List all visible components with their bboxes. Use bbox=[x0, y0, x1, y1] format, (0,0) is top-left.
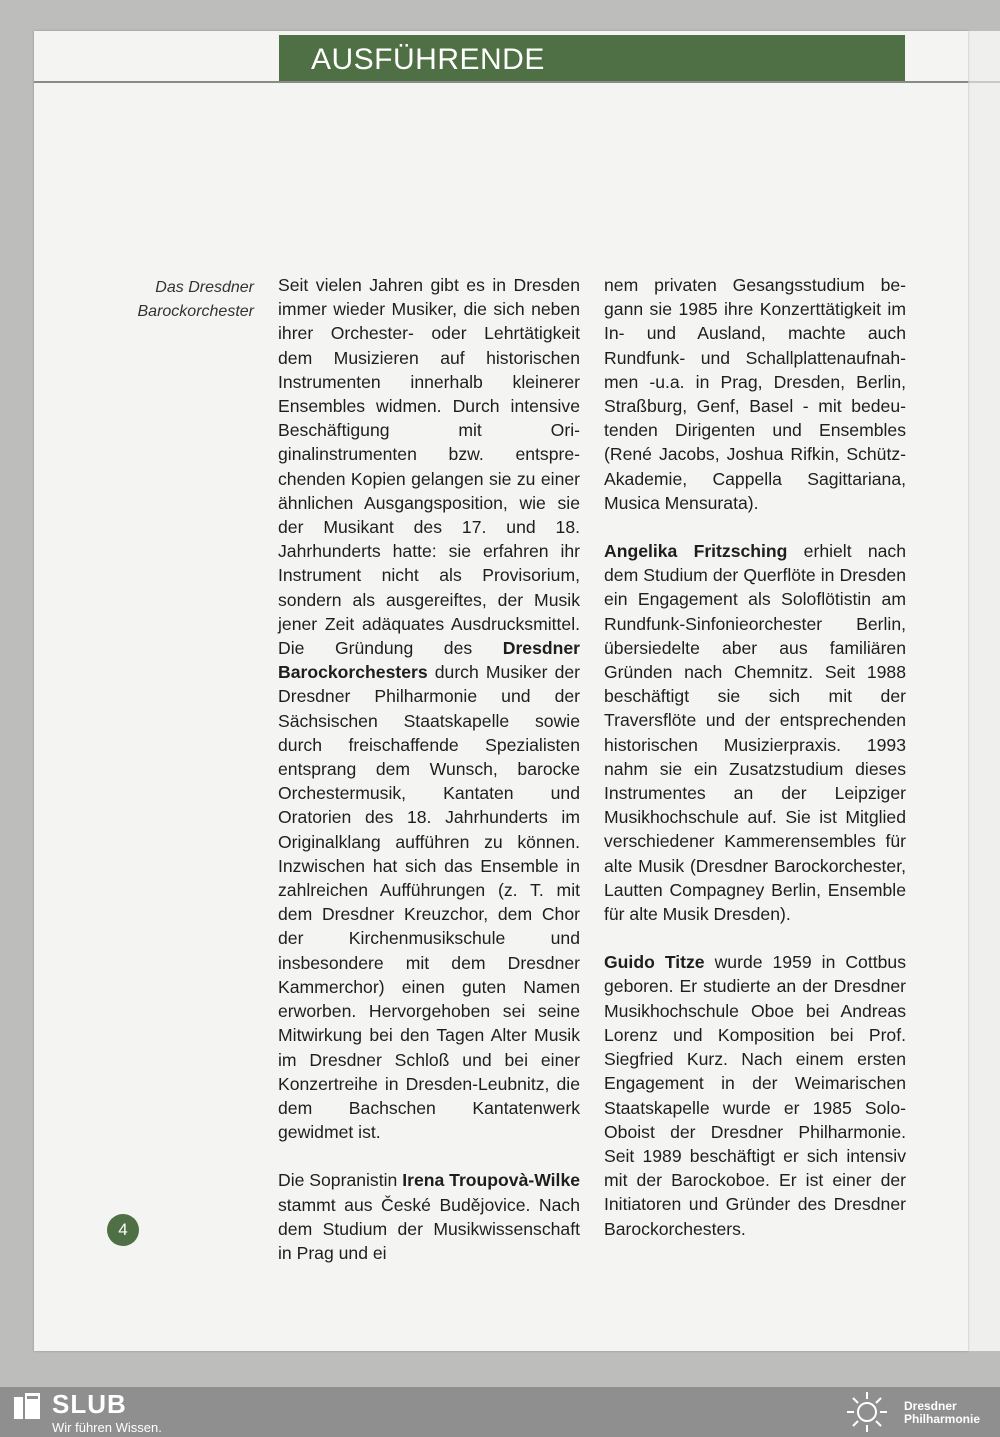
slub-name[interactable]: SLUB bbox=[52, 1389, 127, 1419]
paragraph-text: durch Musiker der Dresdner Philharmonie und der Sächsischen Staatskapelle sowie durch freischaffende Spezialisten entsprang dem Wunsch, barocke Orchestermusik, Kantaten und Oratorien des 18. Jahrhunderts im Originalklang aufführen zu können. Inzwischen hat sich das Ensemble in zahlreichen Aufführungen (z. T. mit dem Dresdner Kreuzchor, dem Chor der Kirchenmusikschule und insbesondere mit dem Dresdner Kammerchor) einen guten Namen erworben. Hervorgehoben sei seine Mitwirkung bei den Tagen Alter Musik im Dresdner Schloß und bei einer Konzertreihe in Dresden-Leubnitz, die dem Bachschen Kantatenwerk gewidmet ist. bbox=[278, 662, 580, 1143]
highlight-ensemble-name: Dresdner Barockorchesters bbox=[278, 638, 580, 683]
highlight-performer-name: Irena Troupovà-Wilke bbox=[402, 1170, 581, 1191]
slub-tagline: Wir führen Wissen. bbox=[52, 1420, 162, 1435]
side-label-line2: Barockorchester bbox=[137, 303, 254, 320]
paragraph-text: stammt aus České Budějovice. Nach dem Studium der Musikwissenschaft in Prag und ei bbox=[278, 1194, 580, 1263]
document-page bbox=[34, 31, 968, 1351]
text-column-1 bbox=[278, 273, 580, 1289]
paragraph-text: Die Sopranistin bbox=[278, 1170, 398, 1191]
footer-bar bbox=[0, 1387, 1000, 1437]
paragraph-fritzsching bbox=[604, 539, 906, 926]
page-number-badge: 4 bbox=[107, 1214, 139, 1246]
paragraph-troupova bbox=[278, 1168, 580, 1265]
paragraph-barockorchester bbox=[278, 273, 580, 1144]
partner-name-line2: Philharmonie bbox=[904, 1412, 981, 1426]
philharmonie-logo-icon[interactable] bbox=[843, 1390, 891, 1434]
facing-page-rule bbox=[967, 81, 1000, 83]
side-label-line1: Das Dresdner bbox=[155, 279, 254, 296]
section-header-band bbox=[279, 35, 905, 83]
partner-name bbox=[904, 1400, 980, 1426]
partner-name-line1: Dresdner bbox=[904, 1399, 957, 1413]
side-label bbox=[94, 276, 254, 324]
paragraph-text: wurde 1959 in Cottbus geboren. Er studierte an der Dresdner Musikhochschule Oboe bei Andreas Lorenz und Komposition bei Prof. Siegfried Kurz. Nach einem ersten Engagement in der Weimarischen Staatskapelle wurde er 1985 Solo-Oboist der Dresdner Philharmonie. Seit 1989 beschäftigt er sich intensiv mit der Barockoboe. Er ist einer der Initiatoren und Gründer des Dresdner Barockorchesters. bbox=[604, 952, 906, 1239]
paragraph-titze bbox=[604, 950, 906, 1240]
facing-page-edge bbox=[966, 31, 1000, 1351]
paragraph-text: Seit vielen Jahren gibt es in Dresden immer wieder Musiker, die sich neben ihrer Orchester- oder Lehrtätigkeit dem Musizieren auf historischen Instrumenten innerhalb kleinerer Ensembles widmen. Durch intensive Beschäftigung mit Originalinstrumenten bzw. entsprechenden Kopien gelangen sie zu einer ähnlichen Ausgangsposition, wie sie der Musikant des 17. und 18. Jahrhunderts hatte: sie erfahren ihr Instrument nicht als Provisorium, sondern als ausgereiftes, der Musik jener Zeit adäquates Ausdrucksmittel. Die Gründung des bbox=[278, 275, 580, 659]
slub-logo-icon[interactable] bbox=[12, 1391, 42, 1421]
text-column-2 bbox=[604, 273, 906, 1265]
header-rule bbox=[34, 81, 968, 83]
highlight-performer-name: Angelika Fritzsching bbox=[604, 541, 788, 562]
paragraph-text: erhielt nach dem Studium der Querflöte in Dresden ein Engagement als Soloflötistin am Rundfunk-Sinfonieorchester Berlin, übersiedelte aber aus familiären Gründen nach Chemnitz. Seit 1988 beschäftigt sie sich mit der Traversflöte und der entsprechenden historischen Musizierpraxis. 1993 nahm sie ein Zusatzstudium dieses Instrumentes an der Leipziger Musikhochschule auf. Sie ist Mitglied verschiedener Kammerensembles für alte Musik (Dresdner Barockorchester, Lautten Compagney Berlin, Ensemble für alte Musik Dresden). bbox=[604, 541, 906, 925]
section-title: AUSFÜHRENDE bbox=[311, 43, 545, 76]
highlight-performer-name: Guido Titze bbox=[604, 952, 705, 973]
paragraph-troupova-continued: nem privaten Gesangsstudium begann sie 1985 ihre Konzerttätigkeit im In- und Ausland, machte auch Rundfunk- und Schallplattenaufnahmen -u.a. in Prag, Dresden, Berlin, Straßburg, Genf, Basel - mit bedeutenden Dirigenten und Ensembles (René Jacobs, Joshua Rifkin, Schütz-Akademie, Cappella Sagittariana, Musica Mensurata). bbox=[604, 275, 906, 513]
